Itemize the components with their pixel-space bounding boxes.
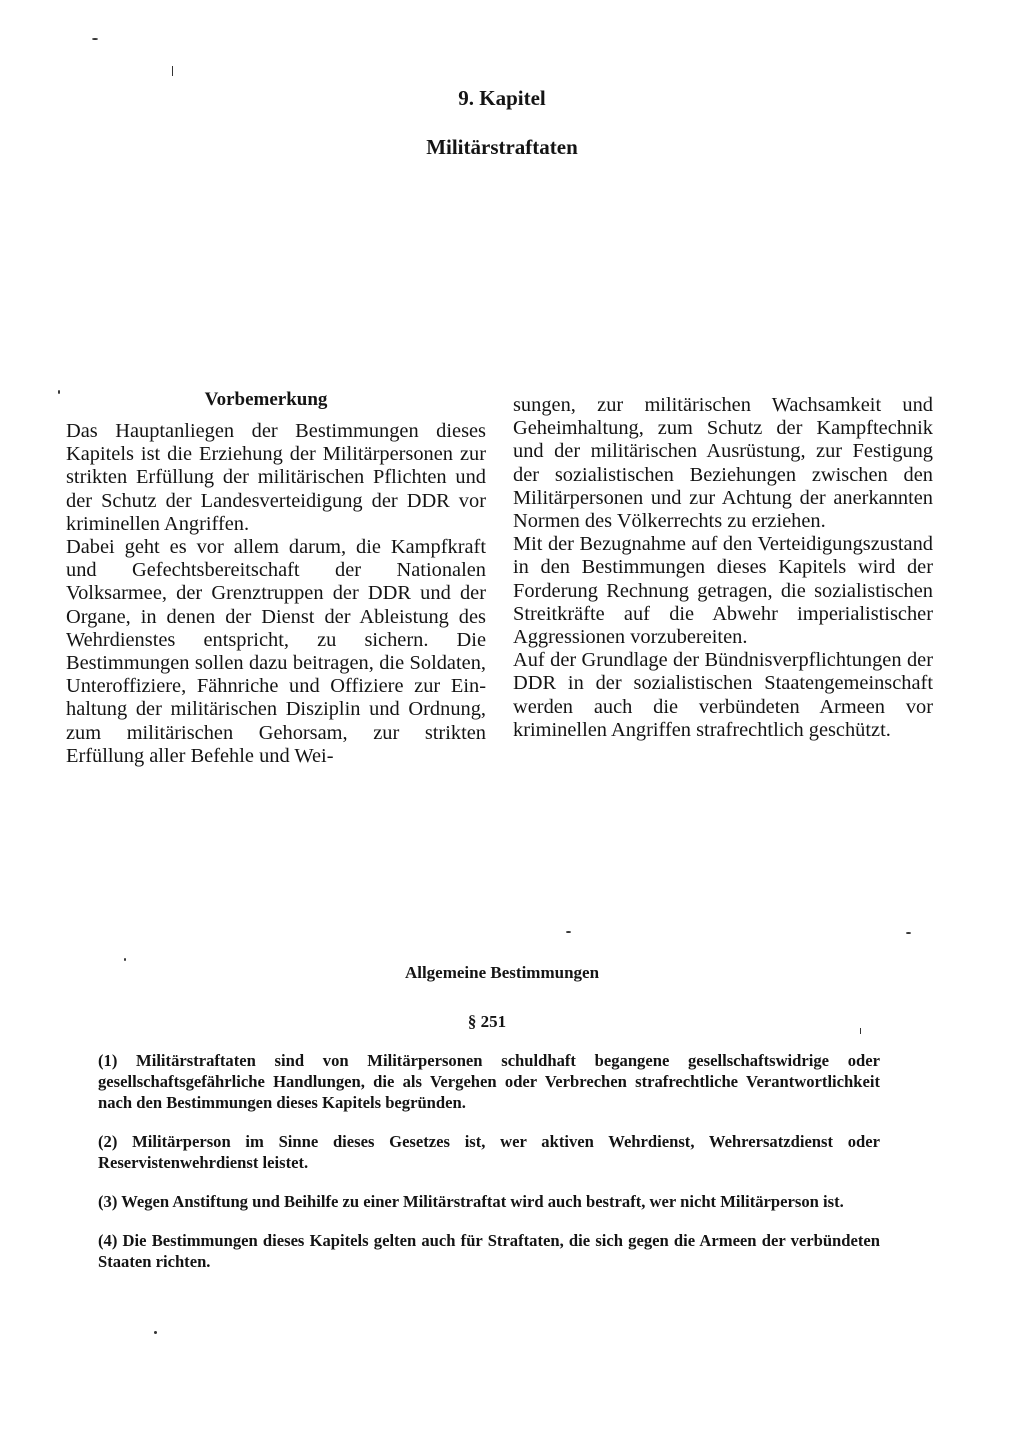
scan-speck — [172, 66, 173, 76]
preface-paragraph: Dabei geht es vor allem darum, die Kampfkraft und Gefechtsbereitschaft der Nationalen Volksarmee, der Grenztruppen der DDR und der Organe, in denen der Dienst der Ableistung des Wehrdienstes entspricht, zu sichern. Die Bestimmungen sollen dazu beitragen, die Soldaten, Unteroffiziere, Fähnriche und Offiziere zur Einhaltung der militärischen Disziplin und Ordnung, zum militärischen Gehorsam, zur strikten Erfüllung aller Befehle und Wei- — [66, 536, 486, 767]
preface-paragraph: Das Hauptanliegen der Bestimmungen dieses Kapitels ist die Erziehung der Militärpersonen zur strikten Erfüllung der militärischen Pflichten und der Schutz der Landesverteidigung der DDR vor kriminellen Angriffen. — [66, 420, 486, 535]
clause-list — [98, 1050, 880, 1290]
preface-paragraph: sungen, zur militärischen Wachsamkeit und Geheimhaltung, zum Schutz der Kampftechnik und der militärischen Ausrüstung, zur Festigung der sozialistischen Beziehungen zwischen den Militärpersonen und zur Achtung der anerkannten Normen des Völkerrechts zu erziehen. — [513, 394, 933, 533]
preface-paragraph: Auf der Grundlage der Bündnisverpflichtungen der DDR in der sozialistischen Staatengemeinschaft werden auch die verbündeten Armeen vor kriminellen Angriffen strafrechtlich geschützt. — [513, 649, 933, 741]
scan-speck — [124, 958, 126, 961]
clause: (4) Die Bestimmungen dieses Kapitels gelten auch für Straftaten, die sich gegen die Armeen der verbündeten Staaten richten. — [98, 1231, 880, 1271]
chapter-number: 9. Kapitel — [458, 86, 546, 110]
preface-paragraph: Mit der Bezugnahme auf den Verteidigungszustand in den Bestimmungen dieses Kapitels wird der Forderung Rechnung getragen, die sozialistischen Streitkräfte auf die Abwehr imperialistischer Aggressionen vorzubereiten. — [513, 533, 933, 649]
scan-speck — [58, 390, 60, 394]
preface-heading: Vorbemerkung — [204, 389, 328, 410]
chapter-title: Militärstraftaten — [426, 135, 578, 159]
clause: (3) Wegen Anstiftung und Beihilfe zu einer Militärstraftat wird auch bestraft, wer nicht Militärperson ist. — [98, 1192, 844, 1211]
scan-speck — [906, 932, 911, 934]
scan-speck — [154, 1331, 157, 1334]
paragraph-number: § 251 — [467, 1012, 507, 1031]
scan-speck — [566, 931, 571, 933]
preface-left-column — [66, 388, 486, 768]
clause: (1) Militärstraftaten sind von Militärpersonen schuldhaft begangene gesellschaftswidrige oder gesellschaftsgefährliche Handlungen, die als Vergehen oder Verbrechen strafrechtliche Verantwortlichkeit nach den Bestimmungen dieses Kapitels begründen. — [98, 1051, 880, 1112]
preface-right-column — [513, 394, 933, 742]
scan-speck — [860, 1028, 861, 1034]
section-heading: Allgemeine Bestimmungen — [404, 963, 600, 982]
clause: (2) Militärperson im Sinne dieses Gesetzes ist, wer aktiven Wehrdienst, Wehrersatzdienst oder Reservistenwehrdienst leistet. — [98, 1132, 880, 1172]
scan-speck — [92, 38, 98, 40]
